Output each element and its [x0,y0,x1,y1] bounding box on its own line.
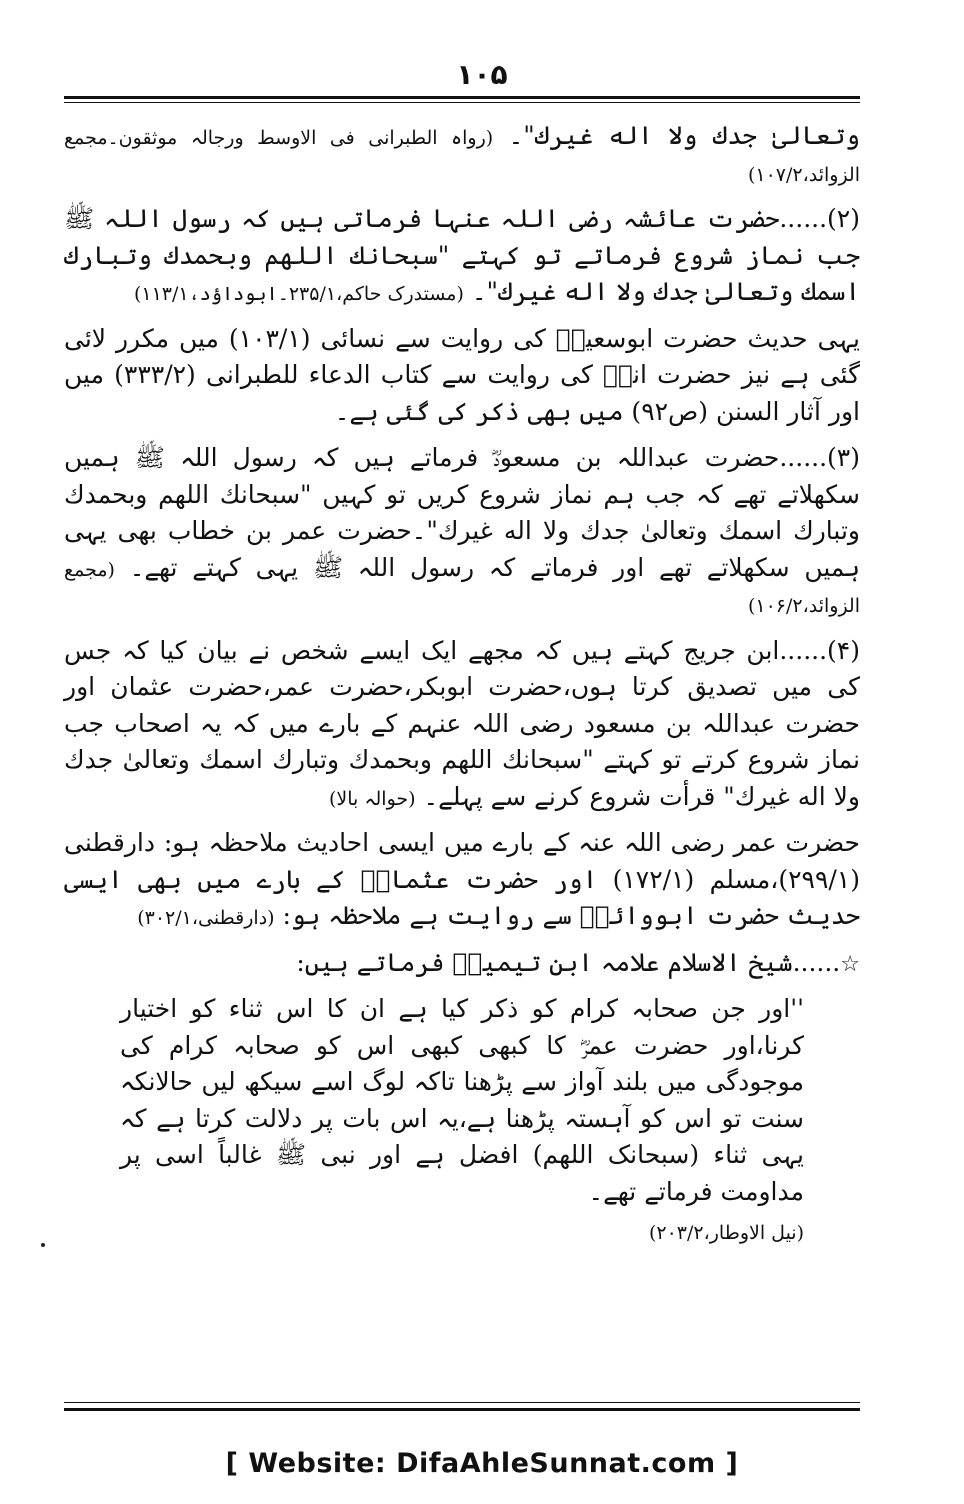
paragraph-umar-uthman-text: حضرت عمر رضی اللہ عنہ کے بارے میں ایسی احادیث ملاحظہ ہو: دارقطنی (۲۹۹/۱)،مسلم (۱۷۲/۱) اور حضرت عثمانؓ کے بارے میں بھی ایسی حدیث حضرت ابووائلؓ سے روایت ہے ملاحظہ ہو: [64,828,860,930]
paragraph-hadith-4-text: (۴)......ابن جریج کہتے ہیں کہ مجھے ایک ایسے شخص نے بیان کیا کہ جس کی میں تصدیق کرتا ہوں،حضرت ابوبکر،حضرت عمر،حضرت عثمان اور حضرت عبداللہ بن مسعود رضی اللہ عنہم کے بارے میں کہ یہ اصحاب جب نماز شروع کرتے تو کہتے "سبحانك اللهم وبحمدك وتبارك اسمك وتعالیٰ جدك ولا اله غيرك" قرأت شروع کرنے سے پہلے۔ [64,635,860,811]
paragraph-ibn-taymiyyah-text: ......شیخ الاسلام علامہ ابن تیمیہؒ فرماتے ہیں: [296,947,841,977]
paragraph-hadith-3-reference: (مجمع الزوائد،۱۰۶/۲) [64,558,860,617]
paragraph-narration-note: یہی حدیث حضرت ابوسعیدؓ کی روایت سے نسائی (۱۰۳/۱) میں مکرر لائی گئی ہے نیز حضرت انسؓ کی روایت سے کتاب الدعاء للطبرانی (۳۳۳/۲) میں اور آثار السنن (ص۹۲) میں بھی ذکر کی گئی ہے۔ [64,323,860,426]
paragraph-ibn-taymiyyah [64,945,860,982]
page-body [64,118,860,1256]
block-quote: ''اور جن صحابہ کرام کو ذکر کیا ہے ان کا اس ثناء کو اختیار کرنا،اور حضرت عمرؓ کا کبھی کبھی اس کو صحابہ کرام کی موجودگی میں بلند آواز سے پڑھنا تاکہ لوگ اسے سیکھ لیں حالانکہ سنت تو اس کو آہستہ پڑھنا ہے،یہ اس بات پر دلالت کرتا ہے کہ یہی ثناء (سبحانک اللھم) افضل ہے اور نبی ﷺ غالباً اسی پر مداومت فرماتے تھے۔ [120,994,804,1206]
paragraph-hadith-4-reference: (حوالہ بالا) [329,787,416,810]
paragraph-umar-uthman-reference: (دارقطنی،۳۰۲/۱) [137,907,275,929]
paragraph-umar-uthman [64,825,860,935]
paragraph-hadith-2 [64,201,860,311]
page-number: ۱۰۵ [456,58,508,91]
paragraph-0 [64,118,860,191]
paragraph-hadith-2-reference: (مستدرک حاکم،۲۳۵/۱۔ابوداؤد،۱۱۳/۱) [133,283,464,305]
star-icon: ☆ [840,951,860,977]
paragraph-hadith-4 [64,633,860,816]
footer-rule-thin [64,1402,860,1403]
website-banner: [ Website: DifaAhleSunnat.com ] [225,1448,739,1479]
paragraph-0-text: وتعالیٰ جدك ولا اله غيرك"۔ [508,121,861,150]
header-rule-thick [64,96,860,99]
scan-speck [41,1243,45,1247]
block-quote-reference: (نیل الاوطار،۲۰۳/۲) [648,1222,804,1244]
paragraph-hadith-3-text: (۳)......حضرت عبداللہ بن مسعودؓ فرماتے ہیں کہ رسول اللہ ﷺ ہمیں سکھلاتے تھے کہ جب ہم نماز شروع کریں تو کہیں "سبحانك اللهم وبحمدك وتبارك اسمك وتعالیٰ جدك ولا اله غيرك"۔حضرت عمر بن خطاب بھی یہی ہمیں سکھلاتے تھے اور فرماتے کہ رسول اللہ ﷺ یہی کہتے تھے۔ [64,443,860,582]
footer-rule-thick [64,1408,860,1411]
header-rule-thin [64,102,860,103]
paragraph-hadith-3 [64,440,860,623]
paragraph-0-reference: (رواہ الطبرانی فی الاوسط ورجالہ موثقون۔مجمع الزوائد،۱۰۷/۲) [64,127,860,186]
paragraph-hadith-2-text: (۲)......حضرت عائشہ رضی اللہ عنہا فرماتی ہیں کہ رسول اللہ ﷺ جب نماز شروع فرماتے تو کہتے "سبحانك اللهم وبحمدك وتبارك اسمك وتعالیٰ جدك ولا اله غيرك"۔ [64,204,860,306]
